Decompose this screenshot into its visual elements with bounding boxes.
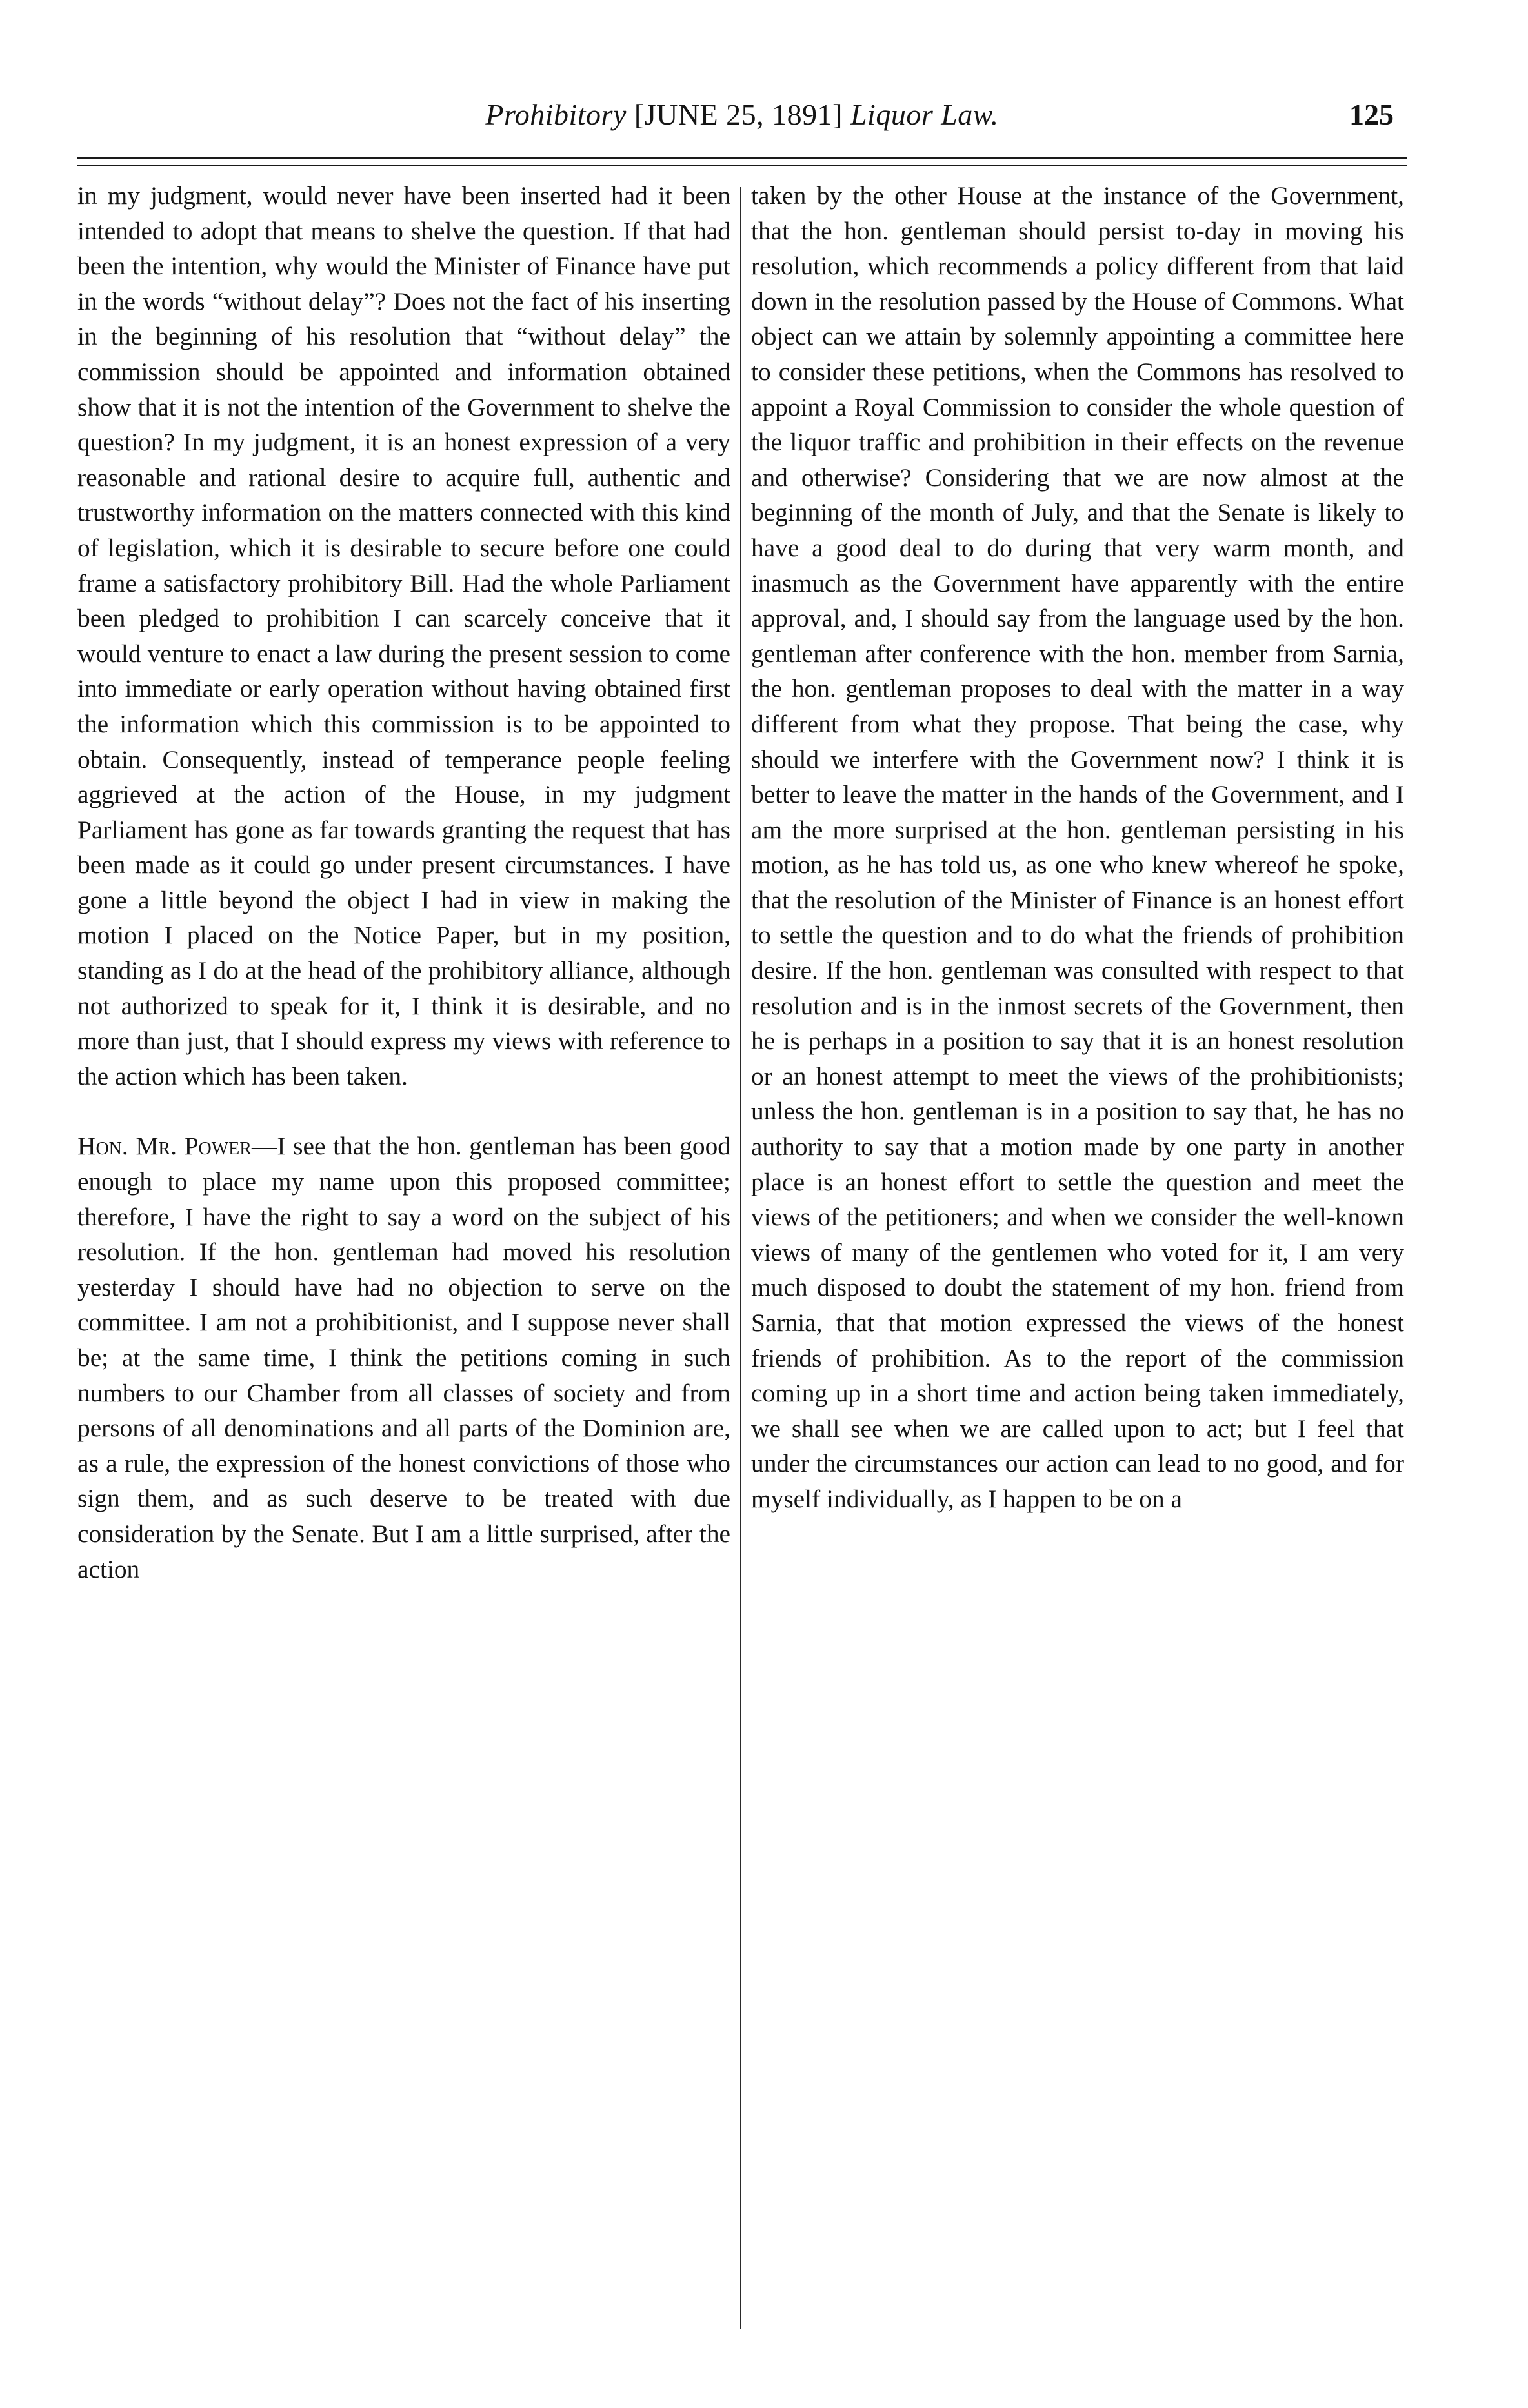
left-paragraph-2 bbox=[77, 1129, 730, 1587]
header-title-right: Liquor Law. bbox=[850, 98, 999, 131]
column-divider bbox=[740, 187, 741, 2329]
right-column bbox=[751, 178, 1404, 2353]
page-number: 125 bbox=[1349, 98, 1394, 131]
speech-text: —I see that the hon. gentleman has been good enough to place my name upon this proposed committee; therefore, I have the right to say a word on the subject of his resolution. If the hon. gentleman had moved his resolution yesterday I should have had no objection to serve on the committee. I am not a prohibitionist, and I suppose never shall be; at the same time, I think the petitions coming in such numbers to our Chamber from all classes of society and from persons of all denominations and all parts of the Dominion are, as a rule, the expression of the honest convictions of those who sign them, and as such deserve to be treated with due consideration by the Senate. But I am a little surprised, after the action bbox=[77, 1132, 730, 1583]
right-paragraph-1: taken by the other House at the instance of the Government, that the hon. gentleman should persist to-day in moving his resolution, which recommends a policy different from that laid down in the resolution passed by the House of Commons. What object can we attain by solemnly appointing a committee here to consider these petitions, when the Commons has resolved to appoint a Royal Commission to consider the whole question of the liquor traffic and prohibition in their effects on the revenue and otherwise? Considering that we are now almost at the beginning of the month of July, and that the Senate is likely to have a good deal to do during that very warm month, and inasmuch as the Government have apparently with the entire approval, and, I should say from the language used by the hon. gentleman after conference with the hon. member from Sarnia, the hon. gentleman proposes to deal with the matter in a way different from what they propose. That being the case, why should we interfere with the Government now? I think it is better to leave the matter in the hands of the Government, and I am the more surprised at the hon. gentleman persisting in his motion, as he has told us, as one who knew whereof he spoke, that the resolution of the Minister of Finance is an honest effort to settle the question and to do what the friends of prohibition desire. If the hon. gentleman was consulted with respect to that resolution and is in the inmost secrets of the Government, then he is perhaps in a position to say that it is an honest resolution or an honest attempt to meet the views of the prohibitionists; unless the hon. gentleman is in a position to say that, he has no authority to say that a motion made by one party in another place is an honest effort to settle the question and meet the views of the petitioners; and when we consider the well-known views of many of the gentlemen who voted for it, I am very much disposed to doubt the statement of my hon. friend from Sarnia, that that motion expressed the views of the honest friends of prohibition. As to the report of the commission coming up in a short time and action being taken immediately, we shall see when we are called upon to act; but I feel that under the circumstances our action can lead to no good, and for myself individually, as I happen to be on a bbox=[751, 181, 1404, 1513]
left-paragraph-1: in my judgment, would never have been inserted had it been intended to adopt that means to shelve the question. If that had been the intention, why would the Minister of Finance have put in the words “without delay”? Does not the fact of his inserting in the beginning of his resolution that “without delay” the commission should be appointed and information obtained show that it is not the intention of the Government to shelve the question? In my judgment, it is an honest expression of a very reasonable and rational desire to acquire full, authentic and trustworthy information on the matters connected with this kind of legislation, which it is desirable to secure before one could frame a satisfactory prohibitory Bill. Had the whole Parliament been pledged to prohibition I can scarcely conceive that it would venture to enact a law during the present session to come into immediate or early operation without having obtained first the information which this commission is to be appointed to obtain. Consequently, instead of temperance people feeling aggrieved at the action of the House, in my judgment Parliament has gone as far towards granting the request that has been made as it could go under present circumstances. I have gone a little beyond the object I had in view in making the motion I placed on the Notice Paper, but in my position, standing as I do at the head of the prohibitory alliance, although not authorized to speak for it, I think it is desirable, and no more than just, that I should express my views with reference to the action which has been taken. bbox=[77, 181, 730, 1090]
header-title-left: Prohibitory bbox=[485, 98, 627, 131]
header-date: [JUNE 25, 1891] bbox=[634, 98, 843, 131]
left-column bbox=[77, 178, 730, 2353]
header-rule-top bbox=[77, 157, 1407, 159]
header-rule-bottom bbox=[77, 165, 1407, 166]
running-header bbox=[77, 95, 1407, 134]
speaker-name: Hon. Mr. Power bbox=[77, 1132, 252, 1161]
header-title bbox=[77, 95, 1407, 134]
